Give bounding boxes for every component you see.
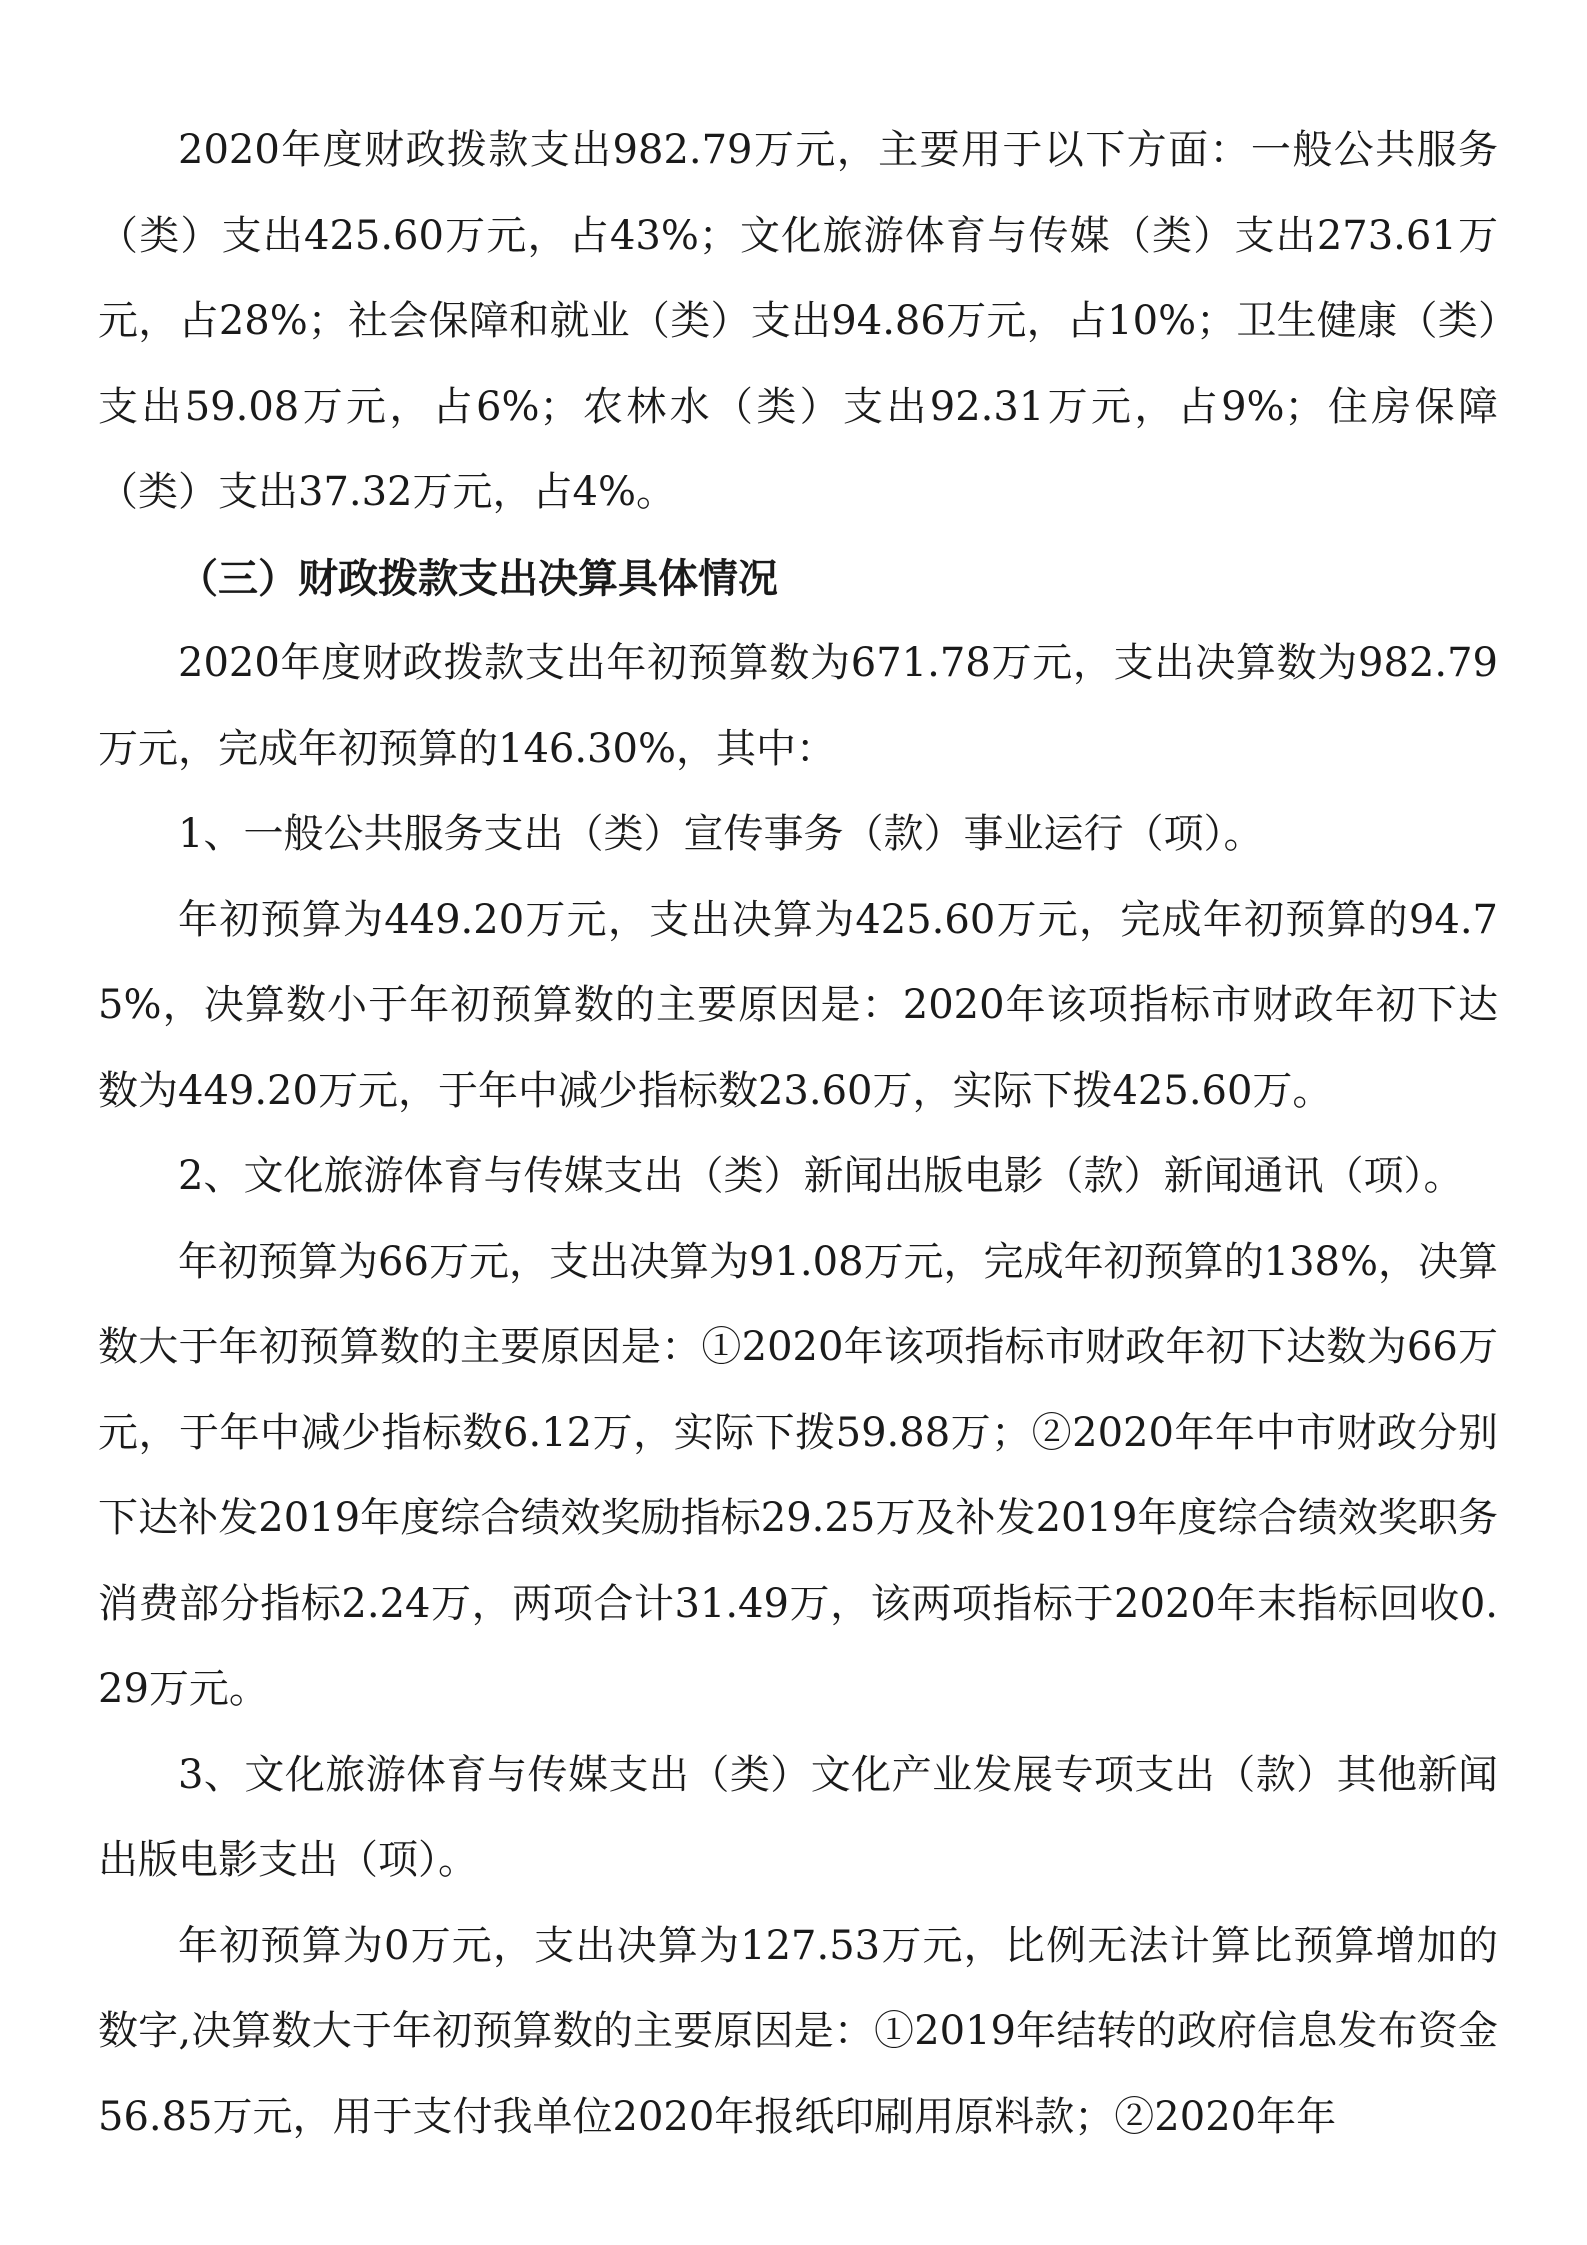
- paragraph-item-2-detail: 年初预算为66万元，支出决算为91.08万元，完成年初预算的138%，决算数大于年初预算数的主要原因是：①2020年该项指标市财政年初下达数为66万元，于年中减少指标数6.12万，实际下拨59.88万；②2020年年中市财政分别下达补发2019年度综合绩效奖励指标29.25万及补发2019年度综合绩效奖职务消费部分指标2.24万，两项合计31.49万，该两项指标于2020年末指标回收0.29万元。: [98, 1238, 1498, 1712]
- item-heading-3: 3、文化旅游体育与传媒支出（类）文化产业发展专项支出（款）其他新闻出版电影支出（项）。: [98, 1751, 1498, 1883]
- paragraph-item-1-detail: 年初预算为449.20万元，支出决算为425.60万元，完成年初预算的94.75%，决算数小于年初预算数的主要原因是：2020年该项指标市财政年初下达数为449.20万元，于年中减少指标数23.60万，实际下拨425.60万。: [98, 896, 1498, 1114]
- section-heading-3: （三）财政拨款支出决算具体情况: [178, 554, 778, 602]
- document-page: [98, 108, 1498, 2160]
- paragraph-item-3-detail: 年初预算为0万元，支出决算为127.53万元，比例无法计算比预算增加的数字,决算数大于年初预算数的主要原因是：①2019年结转的政府信息发布资金56.85万元，用于支付我单位2020年报纸印刷用原料款；②2020年年: [98, 1922, 1498, 2140]
- item-heading-2: 2、文化旅游体育与传媒支出（类）新闻出版电影（款）新闻通讯（项）。: [178, 1153, 1464, 1199]
- item-heading-1: 1、一般公共服务支出（类）宣传事务（款）事业运行（项）。: [178, 811, 1264, 857]
- paragraph-budget-overview: 2020年度财政拨款支出年初预算数为671.78万元，支出决算数为982.79万元，完成年初预算的146.30%，其中：: [98, 640, 1498, 772]
- paragraph-expenditure-summary: 2020年度财政拨款支出982.79万元，主要用于以下方面：一般公共服务（类）支出425.60万元，占43%；文化旅游体育与传媒（类）支出273.61万元，占28%；社会保障和就业（类）支出94.86万元，占10%；卫生健康（类）支出59.08万元，占6%；农林水（类）支出92.31万元，占9%；住房保障（类）支出37.32万元，占4%。: [98, 127, 1498, 515]
